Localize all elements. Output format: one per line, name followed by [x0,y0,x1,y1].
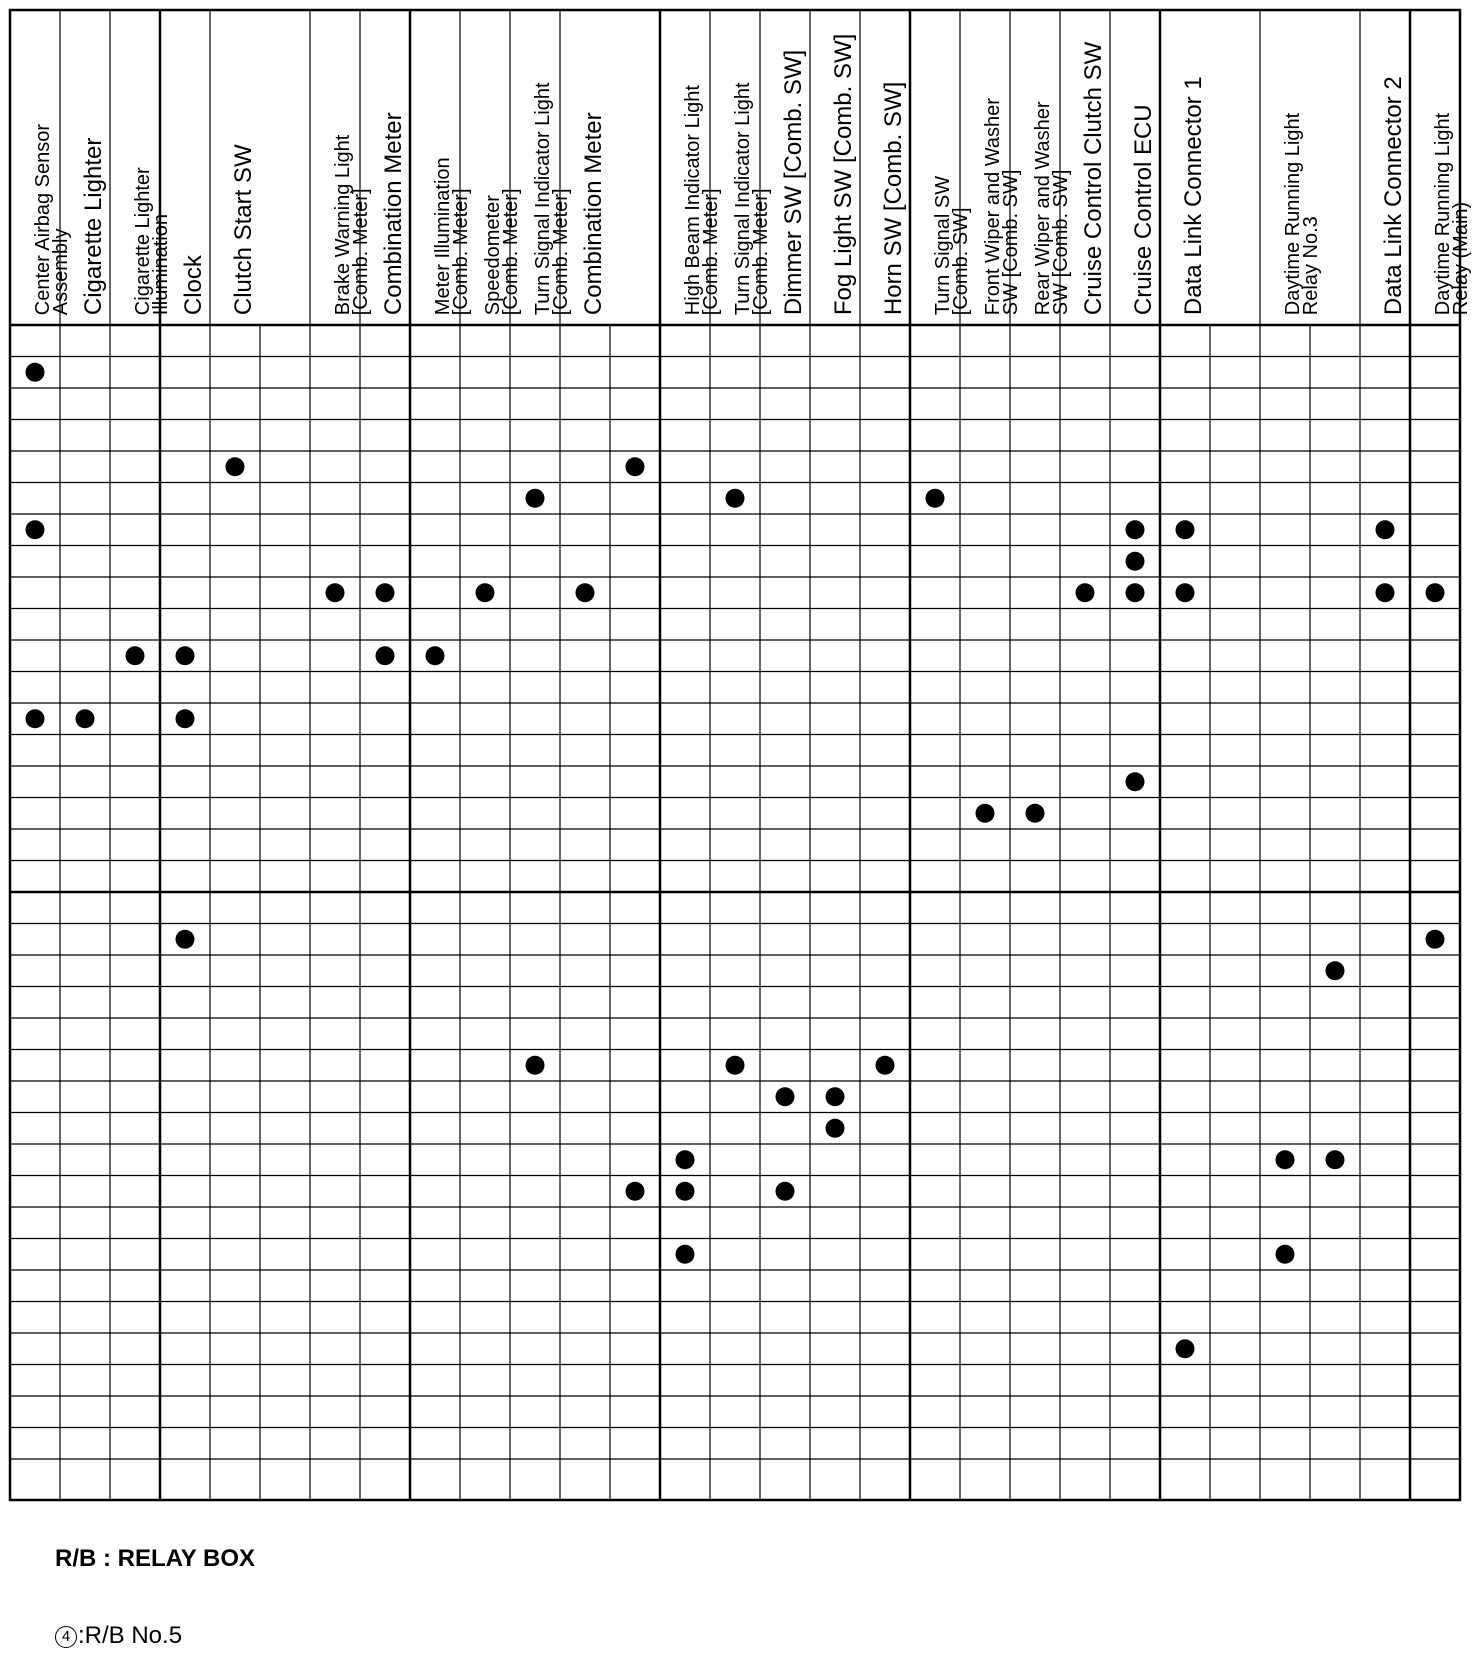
column-header-line: Clutch Start SW [229,144,257,315]
connection-dot [776,1182,795,1201]
connection-dot [726,1056,745,1075]
connection-dot [526,1056,545,1075]
connection-dot [1126,520,1145,539]
connection-dot [176,930,195,949]
connection-dot [676,1182,695,1201]
column-header-line: Relay No.3 [1299,216,1322,315]
connection-dot [1326,1150,1345,1169]
connection-dot [1376,520,1395,539]
connection-dot [1176,583,1195,602]
connection-dot [426,646,445,665]
connection-dot [476,583,495,602]
connection-dot [676,1150,695,1169]
column-header-line: Meter Illumination [431,157,454,315]
column-header-line: [Comb. Meter] [349,188,372,315]
column-header-line: Turn Signal Indicator Light [731,82,754,315]
column-header-line: SW [Comb. SW] [1049,169,1072,315]
connection-dot [1126,552,1145,571]
connection-dot [226,457,245,476]
column-header-line: Turn Signal SW [931,175,954,315]
column-header-line: Cigarette Lighter [79,137,107,315]
column-header-line: Speedometer [481,194,504,315]
connection-dot [376,583,395,602]
connection-dot [576,583,595,602]
column-header-line: [Comb. Meter] [699,188,722,315]
connection-dot [626,457,645,476]
column-header-line: [Comb. Meter] [749,188,772,315]
column-header-line: High Beam Indicator Light [681,84,704,315]
connection-dot [376,646,395,665]
connection-dot [526,489,545,508]
connection-dot [1176,520,1195,539]
column-header-line: Relay (Main) [1449,201,1472,315]
column-header-line: Daytime Running Light [1281,112,1304,315]
rb-no5-label: :R/B No.5 [78,1622,183,1649]
connection-dot [1376,583,1395,602]
column-header-line: Combination Meter [579,112,607,315]
column-header-line: [Comb. SW] [949,207,972,315]
connection-dot [676,1245,695,1264]
connection-dot [826,1119,845,1138]
column-header-line: Clock [179,254,207,315]
rb-no5-note [55,1622,182,1650]
column-header-line: Horn SW [Comb. SW] [879,81,907,315]
connection-dot [1176,1339,1195,1358]
column-header-line: [Comb. Meter] [499,188,522,315]
connection-dot [1276,1245,1295,1264]
connection-dot [1426,930,1445,949]
column-header-line: Data Link Connector 2 [1379,76,1407,315]
connection-dot [1426,583,1445,602]
column-header-line: Illumination [149,213,172,315]
column-header-line: Cruise Control Clutch SW [1079,41,1107,315]
connection-dot [1026,804,1045,823]
connection-dot [1126,583,1145,602]
column-header-line: Cigarette Lighter [131,167,154,315]
connection-dot [1276,1150,1295,1169]
relay-box-note: R/B : RELAY BOX [55,1545,256,1572]
connection-dot [826,1087,845,1106]
connection-dot [176,709,195,728]
column-header-line: Front Wiper and Washer [981,97,1004,315]
connection-dot [776,1087,795,1106]
connection-dot [876,1056,895,1075]
column-header-line: SW [Comb. SW] [999,169,1022,315]
connection-dot [1326,961,1345,980]
column-header-line: Rear Wiper and Washer [1031,101,1054,315]
column-header-line: Data Link Connector 1 [1179,76,1207,315]
connection-dot [26,520,45,539]
connection-dot [1126,772,1145,791]
circled-number: 4 [55,1626,77,1648]
connection-dot [26,363,45,382]
connection-dot [26,709,45,728]
column-header-line: Assembly [49,228,72,315]
connection-dot [176,646,195,665]
column-header-line: Brake Warning Light [331,134,354,315]
connection-dot [1076,583,1095,602]
column-header-line: Combination Meter [379,112,407,315]
connection-dot [76,709,95,728]
column-header-line: Center Airbag Sensor [31,123,54,315]
connection-dot [326,583,345,602]
connection-dot [976,804,995,823]
connection-dot [126,646,145,665]
column-header-line: Daytime Running Light [1431,112,1454,315]
column-header-line: Cruise Control ECU [1129,104,1157,315]
column-header-line: [Comb. Meter] [549,188,572,315]
column-header-line: Fog Light SW [Comb. SW] [829,33,857,315]
column-header-line: Turn Signal Indicator Light [531,82,554,315]
connection-dot [626,1182,645,1201]
connection-dot [926,489,945,508]
column-header-line: [Comb. Meter] [449,188,472,315]
connection-dot [726,489,745,508]
column-header-line: Dimmer SW [Comb. SW] [779,49,807,315]
